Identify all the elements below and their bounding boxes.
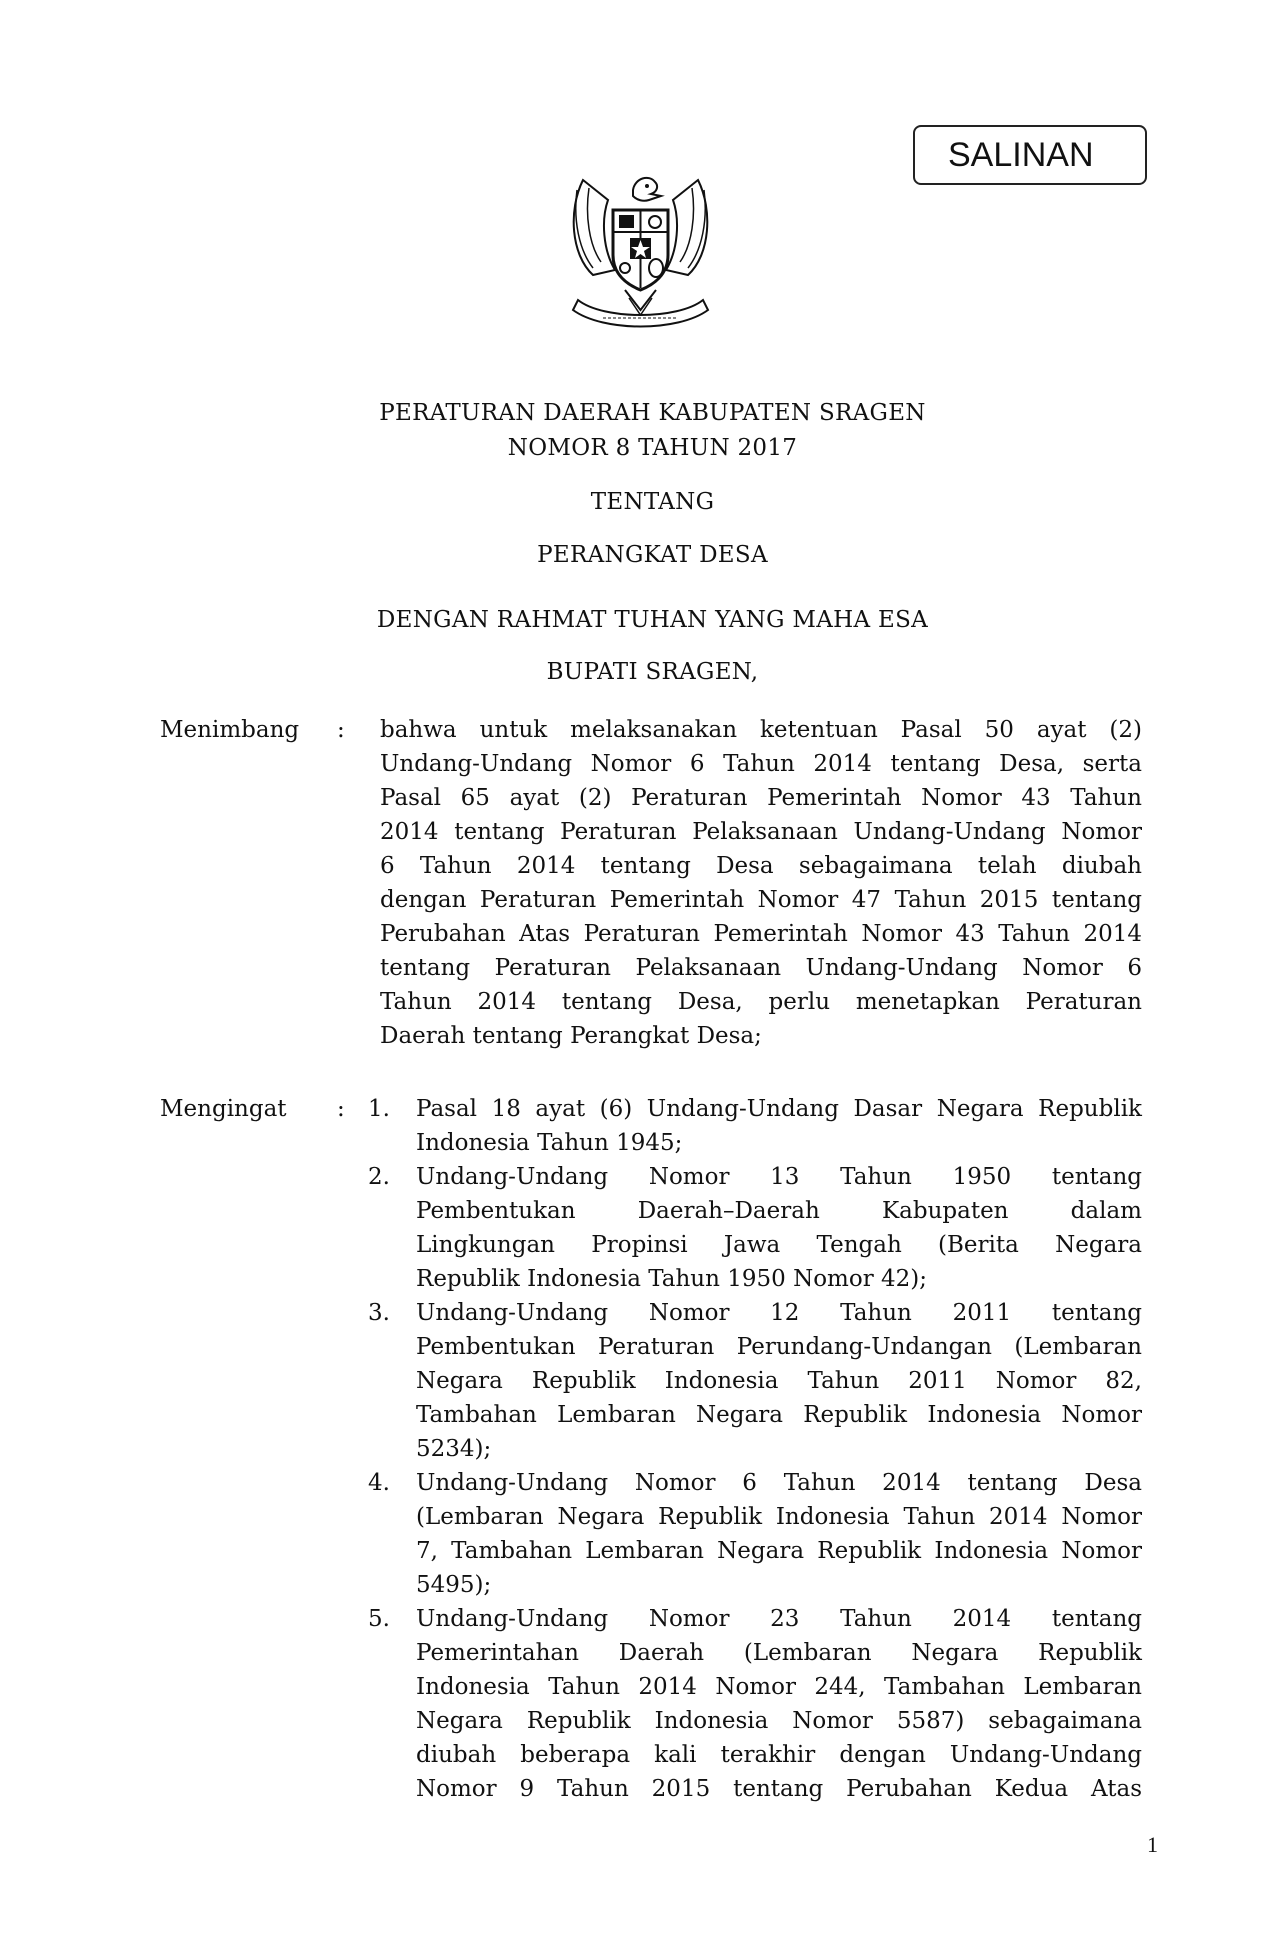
item-number: 4. (368, 1470, 390, 1496)
menimbang-line: Perubahan Atas Peraturan Pemerintah Nomor 43 Tahun 2014 (380, 921, 1142, 947)
item-number: 5. (368, 1606, 390, 1632)
menimbang-paragraph (380, 713, 1142, 1053)
item-line: Indonesia Tahun 2014 Nomor 244, Tambahan Lembaran (416, 1674, 1142, 1700)
title-line-1: PERATURAN DAERAH KABUPATEN SRAGEN (379, 400, 926, 426)
item-line: Pembentukan Daerah–Daerah Kabupaten dalam (416, 1198, 1142, 1224)
item-number: 3. (368, 1300, 390, 1326)
item-line: Indonesia Tahun 1945; (416, 1130, 683, 1156)
menimbang-line: bahwa untuk melaksanakan ketentuan Pasal 50 ayat (2) (380, 717, 1142, 743)
mengingat-colon: : (337, 1096, 345, 1122)
item-line: Undang-Undang Nomor 12 Tahun 2011 tentang (416, 1300, 1142, 1326)
subject-heading: PERANGKAT DESA (537, 542, 768, 568)
garuda-emblem-icon (563, 160, 718, 340)
menimbang-line: dengan Peraturan Pemerintah Nomor 47 Tahun 2015 tentang (380, 887, 1142, 913)
page-number: 1 (1147, 1832, 1158, 1857)
item-number: 2. (368, 1164, 390, 1190)
mengingat-item (364, 1160, 1142, 1296)
menimbang-colon: : (337, 717, 345, 743)
item-line: Pemerintahan Daerah (Lembaran Negara Republik (416, 1640, 1142, 1666)
tentang-heading: TENTANG (590, 489, 715, 515)
item-line: Negara Republik Indonesia Tahun 2011 Nomor 82, (416, 1368, 1142, 1394)
item-line: Pasal 18 ayat (6) Undang-Undang Dasar Negara Republik (416, 1096, 1142, 1122)
item-line: Undang-Undang Nomor 13 Tahun 1950 tentang (416, 1164, 1142, 1190)
item-line: Lingkungan Propinsi Jawa Tengah (Berita Negara (416, 1232, 1142, 1258)
item-line: 7, Tambahan Lembaran Negara Republik Indonesia Nomor (416, 1538, 1142, 1564)
menimbang-line: 6 Tahun 2014 tentang Desa sebagaimana telah diubah (380, 853, 1142, 879)
mengingat-item (364, 1602, 1142, 1806)
mengingat-item (364, 1092, 1142, 1160)
item-number: 1. (368, 1096, 390, 1122)
menimbang-line: tentang Peraturan Pelaksanaan Undang-Undang Nomor 6 (380, 955, 1142, 981)
menimbang-line: Pasal 65 ayat (2) Peraturan Pemerintah Nomor 43 Tahun (380, 785, 1142, 811)
menimbang-line: Undang-Undang Nomor 6 Tahun 2014 tentang Desa, serta (380, 751, 1142, 777)
item-line: 5495); (416, 1572, 492, 1598)
menimbang-line: Tahun 2014 tentang Desa, perlu menetapkan Peraturan (380, 989, 1142, 1015)
menimbang-label: Menimbang (160, 717, 300, 743)
item-line: Undang-Undang Nomor 6 Tahun 2014 tentang Desa (416, 1470, 1142, 1496)
item-line: 5234); (416, 1436, 492, 1462)
bupati-heading: BUPATI SRAGEN, (546, 659, 759, 685)
item-line: diubah beberapa kali terakhir dengan Undang-Undang (416, 1742, 1142, 1768)
title-line-2: NOMOR 8 TAHUN 2017 (507, 435, 798, 461)
menimbang-line: Daerah tentang Perangkat Desa; (380, 1023, 762, 1049)
mengingat-item (364, 1296, 1142, 1466)
salinan-stamp: SALINAN (913, 125, 1147, 185)
item-line: Undang-Undang Nomor 23 Tahun 2014 tentang (416, 1606, 1142, 1632)
item-line: Pembentukan Peraturan Perundang-Undangan (Lembaran (416, 1334, 1142, 1360)
item-line: Tambahan Lembaran Negara Republik Indonesia Nomor (416, 1402, 1142, 1428)
item-line: Negara Republik Indonesia Nomor 5587) sebagaimana (416, 1708, 1142, 1734)
item-line: Republik Indonesia Tahun 1950 Nomor 42); (416, 1266, 928, 1292)
item-line: (Lembaran Negara Republik Indonesia Tahun 2014 Nomor (416, 1504, 1142, 1530)
menimbang-line: 2014 tentang Peraturan Pelaksanaan Undang-Undang Nomor (380, 819, 1142, 845)
item-line: Nomor 9 Tahun 2015 tentang Perubahan Kedua Atas (416, 1776, 1142, 1802)
rahmat-heading: DENGAN RAHMAT TUHAN YANG MAHA ESA (376, 607, 929, 633)
mengingat-item (364, 1466, 1142, 1602)
mengingat-label: Mengingat (160, 1096, 287, 1122)
